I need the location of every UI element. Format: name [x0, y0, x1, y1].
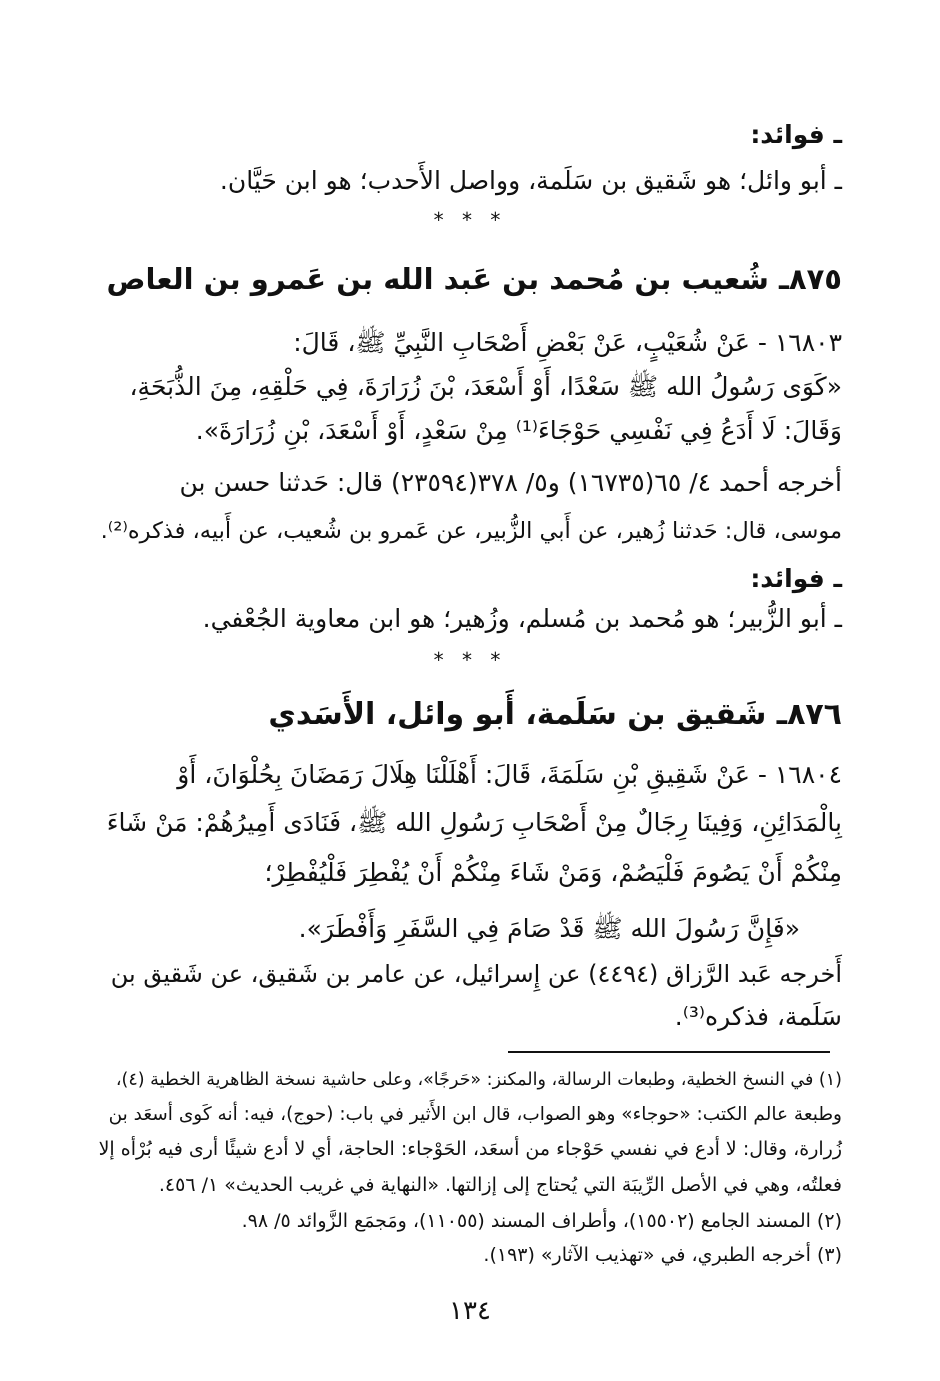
- fawaid-line: ـ أبو وائل؛ هو شَقيق بن سَلَمة، وواصل الأَحدب؛ هو ابن حَيَّان.: [219, 166, 842, 195]
- hadith-line: مِنْكُمْ أَنْ يَصُومَ فَلْيَصُمْ، وَمَنْ شَاءَ مِنْكُمْ أَنْ يُفْطِرَ فَلْيُفْطِرْ؛: [264, 858, 842, 887]
- hadith-line: «كَوَى رَسُولُ الله ﷺ سَعْدًا، أَوْ أَسْعَدَ، بْنَ زُرَارَةَ، فِي حَلْقِهِ، مِنَ الذُّبَحَةِ،: [129, 372, 842, 401]
- takhrij-line: أَخرجه عَبد الرَّزاق (٤٤٩٤) عن إِسرائيل، عن عامر بن شَقيق، عن شَقيق بن: [110, 960, 842, 988]
- takhrij-line: أخرجه أحمد ٤/ ٦٥(١٦٧٣٥) و٥/ ٣٧٨(٢٣٥٩٤) قال: حَدثنا حسن بن: [179, 468, 842, 497]
- footnote-line: (٣) أخرجه الطبري، في «تهذيب الآثار» (١٩٣).: [483, 1244, 842, 1266]
- fawaid-heading: ـ فوائد:: [750, 564, 842, 593]
- footnote-line: زُرارة، وقال: لا أدع في نفسي حَوْجاء من أسعَد، الحَوْجاء: الحاجة، أي لا أدع شيئًا أرى فيه بُرْأه إلا: [98, 1138, 842, 1160]
- hadith-line: «فَإِنَّ رَسُولَ الله ﷺ قَدْ صَامَ فِي السَّفَرِ وَأَفْطَرَ».: [298, 914, 800, 943]
- footnote-rule: [508, 1051, 830, 1053]
- footnote-line: (٢) المسند الجامع (١٥٥٠٢)، وأطراف المسند (١١٠٥٥)، ومَجمَع الزَّوائد ٥/ ٩٨.: [241, 1210, 842, 1232]
- takhrij-line: سَلَمة، فذكره⁽³⁾.: [674, 1002, 842, 1031]
- entry-heading: ٨٧٥ـ شُعيب بن مُحمد بن عَبد الله بن عَمرو بن العاص: [106, 262, 842, 296]
- fawaid-heading: ـ فوائد:: [750, 120, 842, 149]
- section-separator: * * *: [433, 648, 507, 672]
- takhrij-line: موسى، قال: حَدثنا زُهير، عن أَبي الزُّبير، عن عَمرو بن شُعيب، عن أَبيه، فذكره⁽²⁾.: [100, 518, 842, 544]
- entry-heading: ٨٧٦ـ شَقيق بن سَلَمة، أَبو وائل، الأَسَدي: [268, 697, 842, 732]
- hadith-line: وَقَالَ: لَا أَدَعُ فِي نَفْسِي حَوْجَاءَ⁽¹⁾ مِنْ سَعْدٍ، أَوْ أَسْعَدَ، بْنِ زُرَارَةَ».: [195, 416, 842, 445]
- hadith-line: ١٦٨٠٤ - عَنْ شَقِيقِ بْنِ سَلَمَةَ، قَالَ: أَهْلَلْنَا هِلَالَ رَمَضَانَ بِحُلْوَانَ، أَوْ: [177, 760, 842, 789]
- footnote-line: (١) في النسخ الخطية، وطبعات الرسالة، والمكنز: «حَرجًا»، وعلى حاشية نسخة الظاهرية الخطية (٤)،: [115, 1070, 842, 1090]
- fawaid-line: ـ أبو الزُّبير؛ هو مُحمد بن مُسلم، وزُهير؛ هو ابن معاوية الجُعْفي.: [202, 604, 842, 633]
- section-separator: * * *: [433, 208, 507, 232]
- page-number: ١٣٤: [449, 1296, 491, 1326]
- hadith-line: ١٦٨٠٣ - عَنْ شُعَيْبٍ، عَنْ بَعْضِ أَصْحَابِ النَّبِيِّ ﷺ، قَالَ:: [293, 328, 842, 357]
- hadith-line: بِالْمَدَائِنِ، وَفِينَا رِجَالٌ مِنْ أَصْحَابِ رَسُولِ الله ﷺ، فَنَادَى أَمِيرُهُمْ: مَنْ شَاءَ: [106, 808, 842, 837]
- footnote-line: وطبعة عالم الكتب: «حوجاء» وهو الصواب، قال ابن الأَثير في باب: (حوج)، فيه: أنه كَوى أسعَد بن: [108, 1104, 842, 1125]
- footnote-line: فعلتُه، وهي في الأصل الرِّيبَة التي يُحتاج إلى إزالتها. «النهاية في غريب الحديث» ١/ ٤٥٦.: [158, 1174, 842, 1196]
